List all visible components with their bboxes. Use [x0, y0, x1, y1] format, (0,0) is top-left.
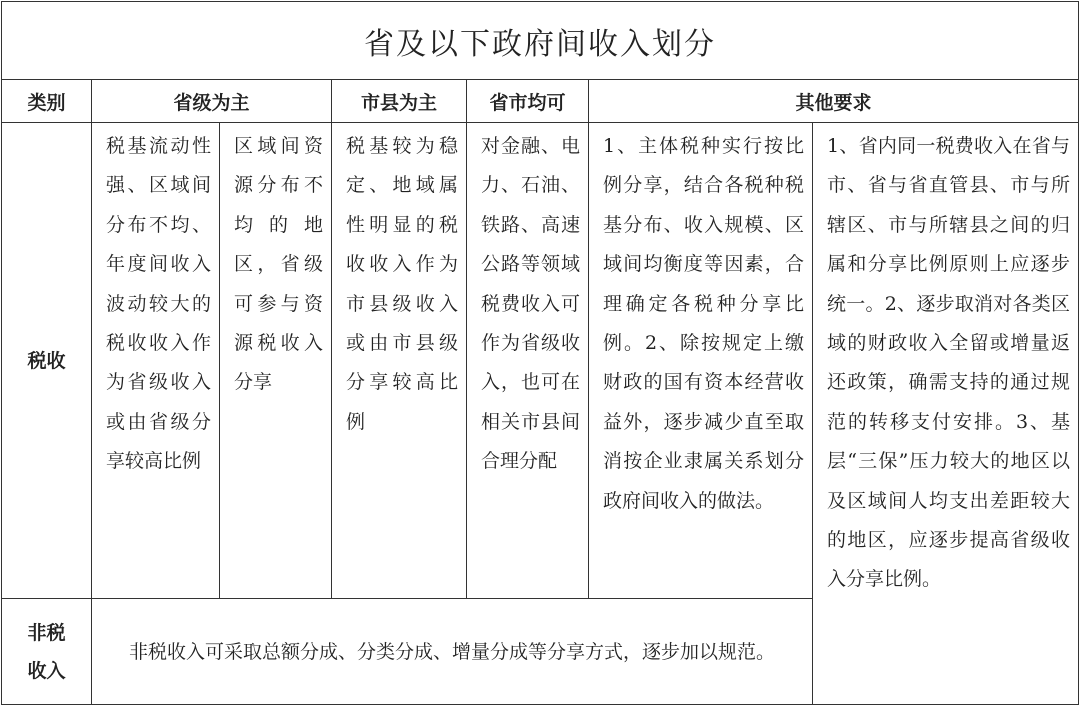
header-provincial: 省级为主 — [92, 80, 332, 123]
tax-city-county-cell: 税基较为稳定、地域属性明显的税收收入作为市县级收入或由市县级分享较高比例 — [332, 123, 467, 599]
row-label-tax: 税收 — [2, 123, 92, 599]
revenue-division-table — [1, 1, 1078, 704]
tax-other-requirements-cell: 1、主体税种实行按比例分享，结合各税种税基分布、收入规模、区域间均衡度等因素，合理确定各税种分享比例。2、除按规定上缴财政的国有资本经营收益外，逐步减少直至取消按企业隶属关系划分政府间收入的做法。 — [589, 123, 813, 599]
tax-provincial-resource-cell: 区域间资源分布不均的地区，省级可参与资源税收入分享 — [220, 123, 332, 599]
row-label-nontax-line2: 收入 — [27, 659, 66, 682]
header-other: 其他要求 — [589, 80, 1079, 123]
table-title: 省及以下政府间收入划分 — [2, 2, 1079, 80]
header-category: 类别 — [2, 80, 92, 123]
header-city-county: 市县为主 — [332, 80, 467, 123]
other-requirements-shared-cell: 1、省内同一税费收入在省与市、省与省直管县、市与所辖区、市与所辖县之间的归属和分享比例原则上应逐步统一。2、逐步取消对各类区域的财政收入全留或增量返还政策，确需支持的通过规范的转移支付安排。3、基层“三保”压力较大的地区以及区域间人均支出差距较大的地区，应逐步提高省级收入分享比例。 — [813, 123, 1079, 705]
nontax-content-cell: 非税收入可采取总额分成、分类分成、增量分成等分享方式，逐步加以规范。 — [92, 599, 813, 705]
tax-provincial-main-cell: 税基流动性强、区域间分布不均、年度间收入波动较大的税收收入作为省级收入或由省级分享较高比例 — [92, 123, 220, 599]
row-label-nontax — [2, 599, 92, 705]
row-label-nontax-line1: 非税 — [27, 621, 66, 644]
tax-either-cell: 对金融、电力、石油、铁路、高速公路等领域税费收入可作为省级收入，也可在相关市县间合理分配 — [467, 123, 589, 599]
header-either: 省市均可 — [467, 80, 589, 123]
